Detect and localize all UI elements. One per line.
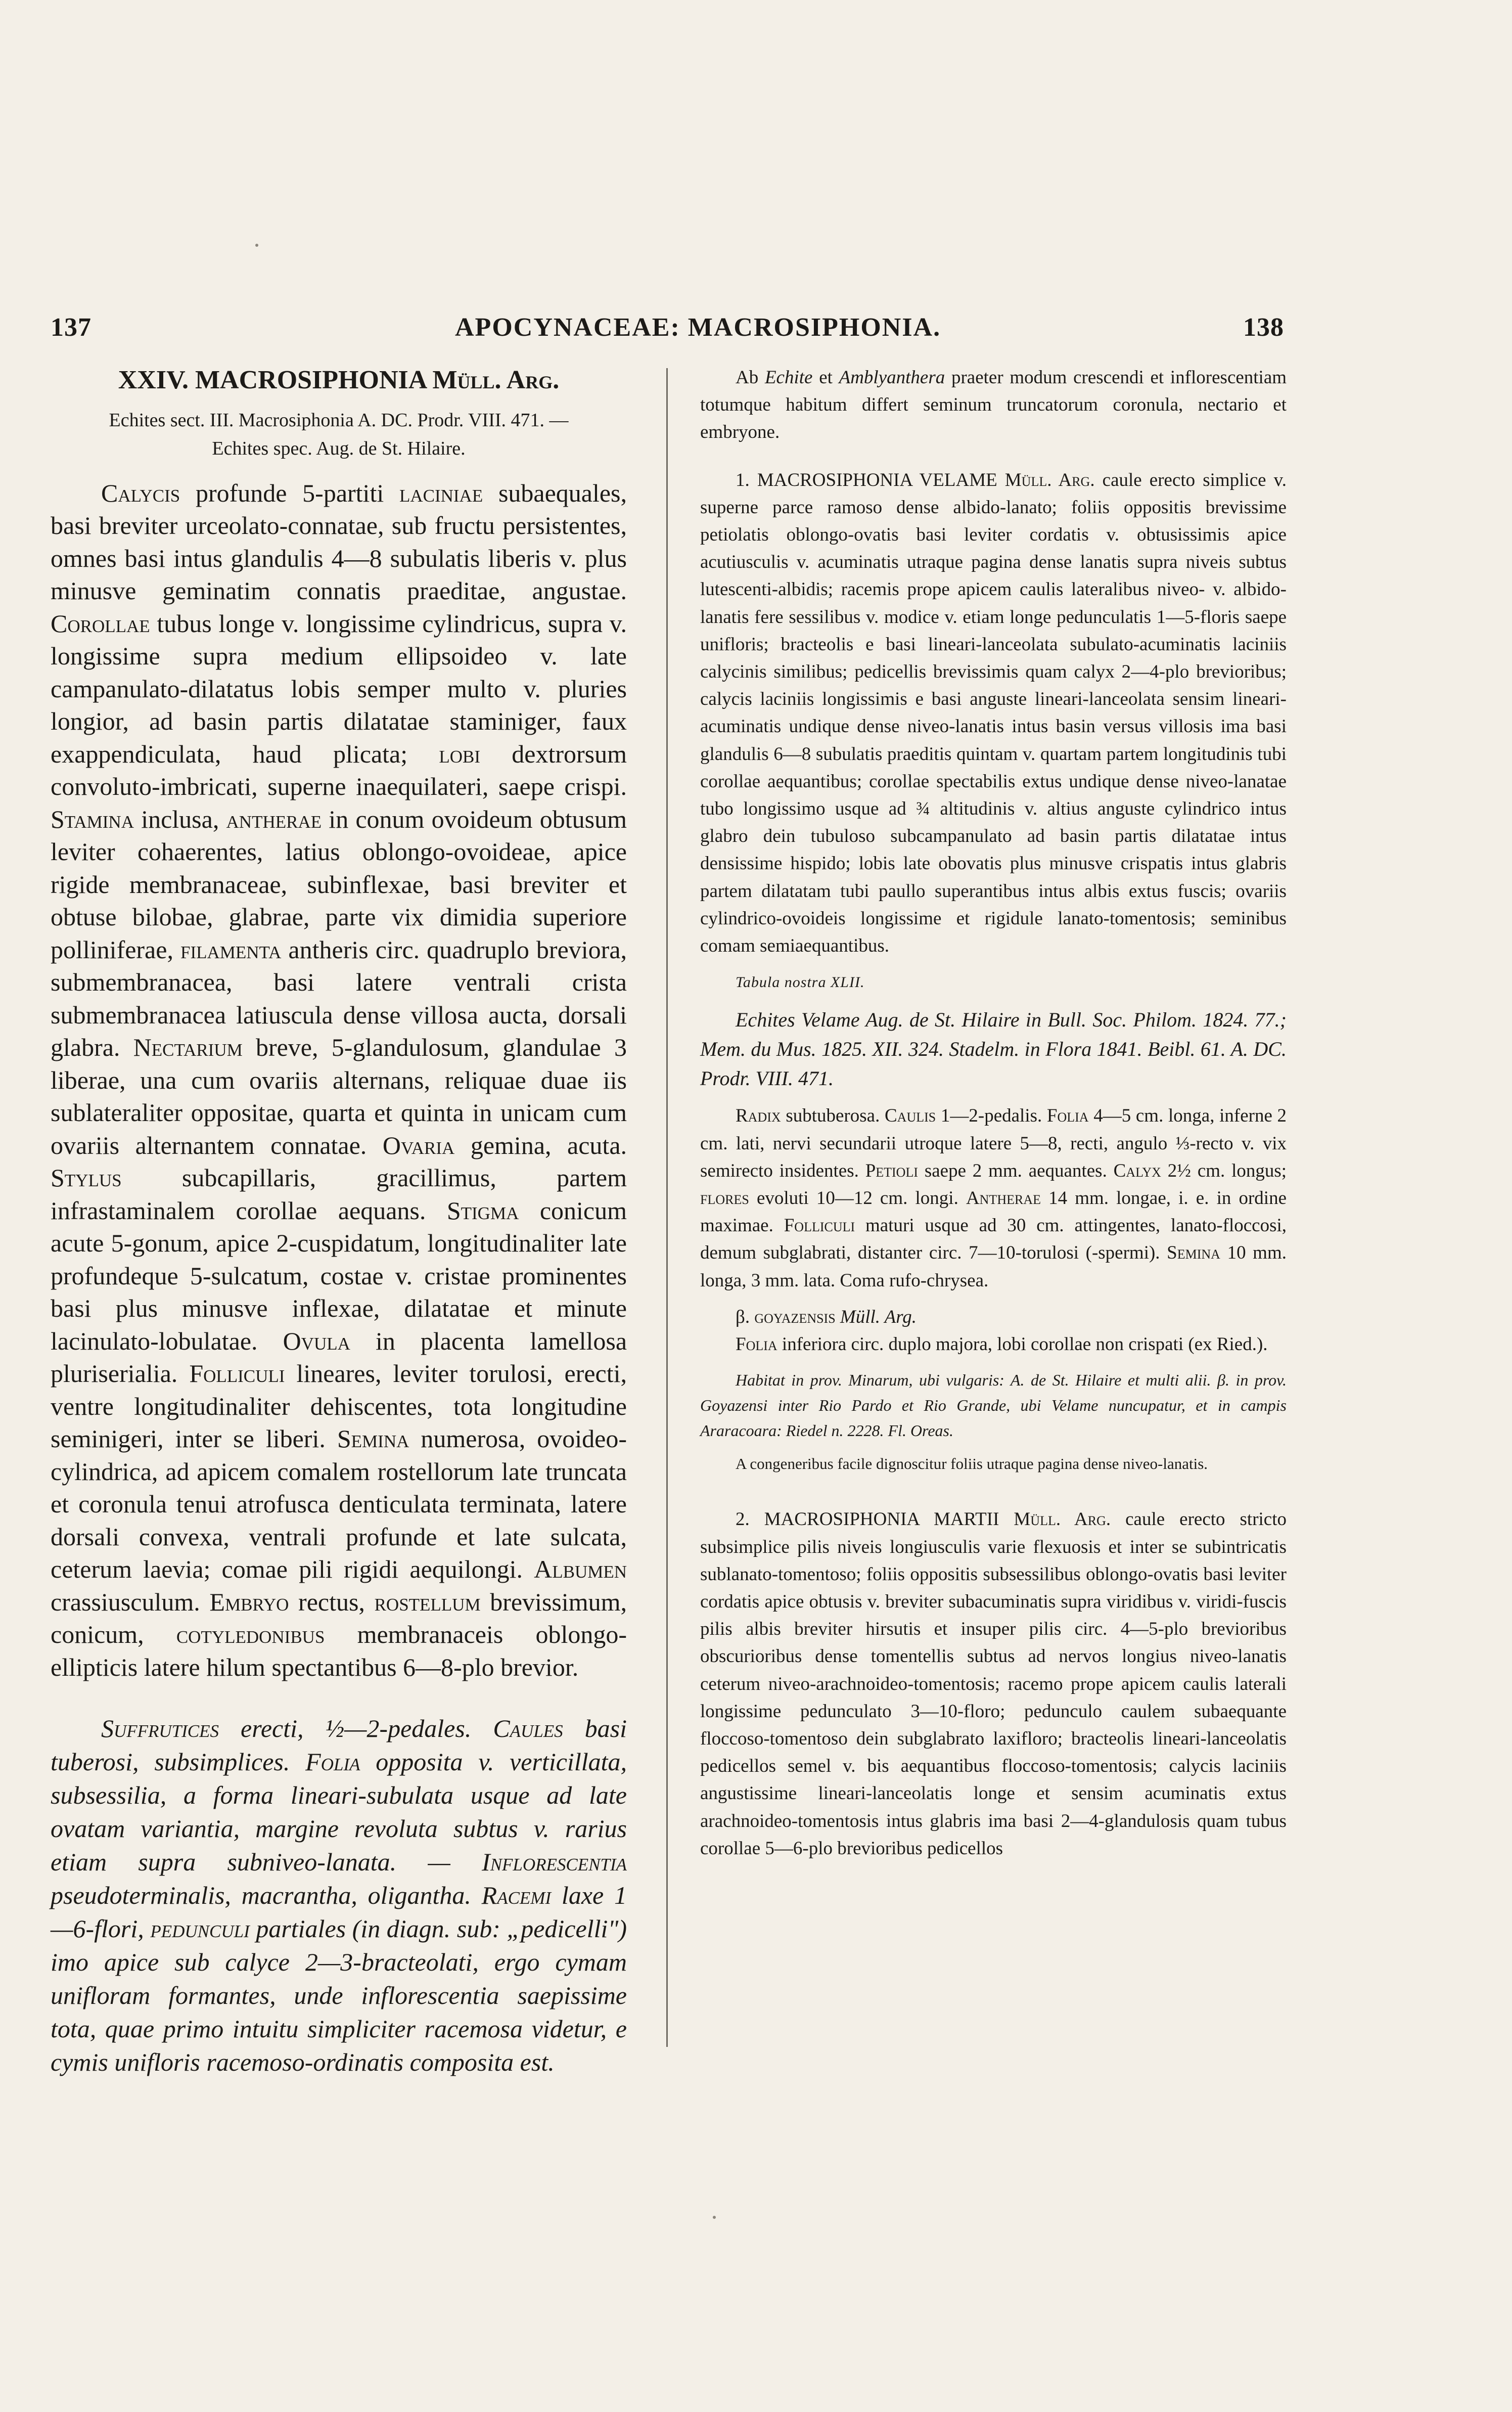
term-stigma: Stigma [446, 1196, 519, 1225]
term-stamina: Stamina [51, 805, 134, 833]
term-cotyledonibus: cotyledonibus [176, 1620, 325, 1648]
species-1-citations: Echites Velame Aug. de St. Hilaire in Bull. Soc. Philom. 1824. 77.; Mem. du Mus. 1825. XII. 324. Stadelm. in Flora 1841. Beibl. 61. A. DC. Prodr. VIII. 471. [700, 1008, 1287, 1090]
term-rostellum: rostellum [374, 1587, 481, 1616]
genus-name: MACROSIPHONIA [195, 366, 426, 394]
term-antherae: antherae [226, 805, 322, 833]
term-ovaria: Ovaria [382, 1131, 455, 1159]
term-corollae: Corollae [51, 609, 150, 638]
genus-number: XXIV. [118, 366, 189, 394]
term-lobi: lobi [439, 739, 481, 768]
synonym-line: Echites spec. Aug. de St. Hilaire. [212, 437, 466, 459]
term-semina: Semina [337, 1424, 409, 1453]
synonym-line: Echites sect. III. Macrosiphonia A. DC. Prodr. VIII. 471. — [109, 409, 569, 431]
left-column [51, 364, 627, 2079]
species-2-heading: 2. MACROSIPHONIA MARTII [736, 1509, 999, 1530]
term-filamenta: filamenta [180, 935, 282, 964]
species-2-diagnosis: 2. MACROSIPHONIA MARTII Müll. Arg. caule erecto stricto subsimplice pilis niveis longiusculis varie flexuosis et inter se subintricatis sublanato-tomentoso; foliis oppositis subsessilibus oblongo-ovatis basi leviter cordatis apice obtusis v. breviter subacuminatis supra viridibus v. viridi-fuscis pilis albis breviter hirsutis et insuper pilis circ. 4—5-plo brevioribus obscurioribus dense tomentellis subtus ad nervos longius niveo-lanatis ceterum niveo-arachnoideo-tomentosis; racemo prope apicem caulis laterali longissime pedunculato 3—10-floro; pedunculo caulem subaequante floccoso-tomentoso dein subglabrato laxifloro; bracteolis lineari-lanceolatis pedicellos semel v. bis aequantibus floccoso-tomentosis; calycis laciniis angustissime lineari-lanceolatis longe et sensim acuminatis extus arachnoideo-tomentosis intus glabris ima basi 2—4-glandulosis quam tubus corollae 5—6-plo brevioribus pedicellos [700, 1509, 1287, 1859]
species-1-heading: 1. MACROSIPHONIA VELAME [736, 469, 997, 490]
print-speck [255, 244, 258, 247]
genus-author: Müll. Arg. [432, 366, 560, 394]
term-laciniae: laciniae [399, 478, 483, 507]
plate-reference: Tabula nostra XLII. [736, 974, 865, 991]
species-1-diagnosis: 1. MACROSIPHONIA VELAME Müll. Arg. caule erecto simplice v. superne parce ramoso dense albido-lanato; foliis oppositis brevissime petiolatis oblongo-ovatis basi leviter cordatis v. obtusissimis apice acutiusculis v. acuminatis utraque pagina dense lanatis supra niveis subtus lutescenti-albidis; racemis prope apicem caulis lateralibus niveo- v. albido-lanatis fere sessilibus v. modice v. etiam longe pedunculatis 1—5-floris saepe unifloris; bracteolis e basi lineari-lanceolata subulato-acuminatis laciniis calycinis similibus; pedicellis brevissimis quam calyx 2—4-plo brevioribus; calycis laciniis longissimis e basi anguste lineari-lanceolata sensim lineari-acuminatis undique dense niveo-lanatis intus basin versus villosis ima basi glandulis 6—8 subulatis praeditis quintam v. quartam partem longitudinis tubi corollae aequantibus; corollae spectabilis extus undique dense niveo-lanatae tubo longissimo usque ad ¾ altitudinis v. altius anguste cylindrico intus glabro dein tubuloso subcampanulato ad basin partis dilatatae intus densissime hispido; lobis late obovatis plus minusve crispatis intus glabris partem dilatatam tubi paullo superantibus intus albis extus fuscis; ovariis cylindrico-ovoideis longissime et rigidule lanato-tomentosis; seminibus comam semiaequantibus. [700, 469, 1287, 957]
synonymy [51, 406, 627, 463]
print-speck [713, 2216, 716, 2219]
page-header [51, 312, 1284, 353]
right-column [700, 364, 1287, 1862]
habit-description: Suffrutices erecti, ½—2-pedales. Caules basi tuberosi, subsimplices. Folia opposita v. verticillata, subsessilia, a forma lineari-subulata usque ad late ovatam variantia, margine revoluta subtus v. rarius etiam supra subniveo-lanata. — Inflorescentia pseudoterminalis, macrantha, oligantha. Racemi laxe 1—6-flori, pedunculi partiales (in diagn. sub: „pedicelli") imo apice sub calyce 2—3-bracteolati, ergo cymam unifloram formantes, unde inflorescentia saepissime tota, quae primo intuitu simpliciter racemosa videtur, e cymis unifloris racemoso-ordinatis composita est. [51, 1714, 627, 2076]
species-1-note: A congeneribus facile dignoscitur foliis utraque pagina dense niveo-lanatis. [736, 1455, 1208, 1473]
genus-title [51, 364, 627, 397]
species-1-description: Radix subtuberosa. Caulis 1—2-pedalis. Folia 4—5 cm. longa, inferne 2 cm. lati, nervi secundarii utroque latere 5—8, recti, angulo ⅓-recto v. vix semirecto insidentes. Petioli saepe 2 mm. aequantes. Calyx 2½ cm. longus; flores evoluti 10—12 cm. longi. Antherae 14 mm. longae, i. e. in ordine maximae. Folliculi maturi usque ad 30 cm. attingentes, lanato-floccosi, demum subglabrati, distanter circ. 7—10-torulosi (-spermi). Semina 10 mm. longa, 3 mm. lata. Coma rufo-chrysea. [700, 1105, 1287, 1291]
term-folliculi: Folliculi [189, 1359, 285, 1388]
column-divider [666, 368, 668, 2047]
term-ovula: Ovula [283, 1326, 350, 1355]
page-number-left: 137 [51, 313, 91, 342]
term-calycis: Calycis [101, 478, 180, 507]
variety-heading: β. goyazensis Müll. Arg. [736, 1306, 917, 1327]
genus-comparison: Ab Echite et Amblyanthera praeter modum crescendi et inflorescentiam totumque habitum differt seminum truncatorum coronula, nectario et embryone. [700, 367, 1287, 443]
term-stylus: Stylus [51, 1164, 122, 1192]
variety-description: Folia inferiora circ. duplo majora, lobi corollae non crispati (ex Ried.). [736, 1334, 1268, 1355]
running-title: APOCYNACEAE: MACROSIPHONIA. [455, 313, 941, 342]
term-nectarium: Nectarium [133, 1033, 243, 1061]
term-embryo: Embryo [209, 1587, 289, 1616]
habitat: Habitat in prov. Minarum, ubi vulgaris: A. de St. Hilaire et multi alii. β. in prov. Goyazensi inter Rio Pardo et Rio Grande, ubi Velame nuncupatur, et in campis Araracoara: Riedel n. 2228. Fl. Oreas. [700, 1371, 1287, 1440]
term-albumen: Albumen [534, 1555, 627, 1583]
generic-description: Calycis profunde 5-partiti laciniae subaequales, basi breviter urceolato-connatae, sub fructu persistentes, omnes basi intus glandulis 4—8 subulatis liberis v. plus minusve geminatim connatis praeditae, angustae. Corollae tubus longe v. longissime cylindricus, supra v. longissime supra medium ellipsoideo v. late campanulato-dilatatus lobis semper multo v. pluries longior, ad basin partis dilatatae staminiger, faux exappendiculata, haud plicata; lobi dextrorsum convoluto-imbricati, superne inaequilateri, saepe crispi. Stamina inclusa, antherae in conum ovoideum obtusum leviter cohaerentes, latius oblongo-ovoideae, apice rigide membranaceae, subinflexae, basi breviter et obtuse bilobae, glabrae, parte vix dimidia superiore polliniferae, filamenta antheris circ. quadruplo breviora, submembranacea, basi latere ventrali crista submembranacea latiuscula dense villosa aucta, dorsali glabra. Nectarium breve, 5-glandulosum, glandulae 3 liberae, una cum ovariis alternans, reliquae duae iis sublateraliter oppositae, quarta et quinta in unicam cum ovariis alternantem connatae. Ovaria gemina, acuta. Stylus subcapillaris, gracillimus, partem infrastaminalem corollae aequans. Stigma conicum acute 5-gonum, apice 2-cuspidatum, longitudinaliter late profundeque 5-sulcatum, costae v. cristae prominentes basi plus minusve inflexae, dilatatae et minute lacinulato-lobulatae. Ovula in placenta lamellosa pluriserialia. Folliculi lineares, leviter torulosi, erecti, ventre longitudinaliter dehiscentes, tota longitudine seminigeri, inter se liberi. Semina numerosa, ovoideo-cylindrica, ad apicem comalem rostellorum late truncata et coronula tenui atrofusca denticulata terminata, latere dorsali convexa, ventrali profunde et late sulcata, ceterum laevia; comae pili rigidi aequilongi. Albumen crassiusculum. Embryo rectus, rostellum brevissimum, conicum, cotyledonibus membranaceis oblongo-ellipticis latere hilum spectantibus 6—8-plo brevior. [51, 478, 627, 1681]
page-number-right: 138 [1243, 313, 1284, 342]
